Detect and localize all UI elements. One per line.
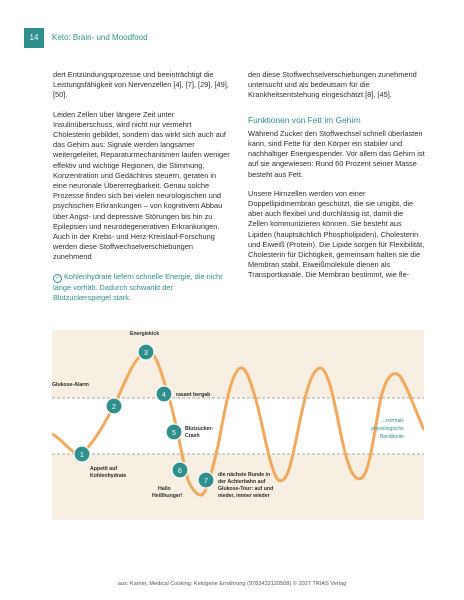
paragraph: dert Entzündungsprozesse und beeinträchtigt die Leistungsfähigkeit von Nervenzellen [4], [7], [29], [49], [50]. (53, 70, 229, 100)
step-label: Glukose-Tour: auf und (218, 486, 274, 492)
page-footer: aus: Karner, Medical Cooking: Ketogene Ernährung (9783432120508) © 2027 TRIAS Verlag (117, 581, 347, 587)
glucose-rollercoaster-figure (52, 330, 424, 520)
step-marker-7 (198, 472, 273, 499)
svg-text:4: 4 (162, 392, 166, 399)
paragraph: Leiden Zellen über längere Zeit unter Insulinüberschuss, wird nicht nur vermehrt Cholesterin gebildet, sondern das wirkt sich auch auf das Gehirn aus: Signale werden langsamer weitergeleitet, Reparaturmechanismen laufen weniger effektiv und wichtige Regionen, die Stimmung, Konzentration und Gedächtnis steuern, geraten in eine neuronale Übererregbarkeit. Genau solche Prozesse finden sich bei vielen neurologischen und psychischen Erkrankungen – von kognitivem Abbau über Angst- und depressive Störungen bis hin zu Epilepsien und neurodegenerativen Erkrankungen. Auch in der Krebs- und Herz-Kreislauf-Forschung werden diese Stoffwechselverschiebungen zunehmend (53, 109, 230, 262)
step-label: der Achterbahn auf (218, 479, 266, 485)
paragraph: Während Zucker den Stoffwechsel schnell überlasten kann, sind Fette für den Körper ein stabiler und nachhaltiger Energiespender. Vor allem das Gehirn ist auf sie angewiesen: Rund 60 Prozent seiner Masse besteht aus Fett. (248, 128, 425, 179)
step-label: Kohlenhydrate (90, 473, 127, 479)
paragraph: Unsere Hirnzellen werden von einer Doppellipidmembran geschützt, die sie umgibt, die aber auch flexibel und durchlässig ist, damit die Zellen kommunizieren können. Sie besteht aus Lipiden (hauptsächlich Phospholipiden), Cholesterin und Eiweiß (Protein). Die Lipide sorgen für Flexibilität, Cholesterin für Dichtigkeit, gemeinsam halten sie die Membran stabil. Eiweißmoleküle dienen als Transportkanäle. Die Membran bestimmt, wie fle- (248, 188, 425, 280)
page-number: 14 (24, 28, 44, 48)
running-head: Keto: Brain- und Moodfood (52, 33, 148, 42)
step-label: Glukose-Alarm (52, 382, 89, 388)
step-label: Hallo (158, 486, 171, 492)
info-circle-icon: ✓ (53, 274, 62, 283)
svg-text:3: 3 (144, 350, 148, 357)
right-column (248, 70, 425, 290)
step-label: die nächste Runde in (218, 472, 271, 478)
step-label: Crash (185, 433, 200, 439)
section-heading: Funktionen von Fett im Gehirn (248, 114, 361, 125)
svg-text:2: 2 (112, 404, 116, 411)
band-label: physiologische (371, 426, 404, 432)
step-label: Energiekick (130, 331, 160, 337)
band-label: …normale (380, 418, 404, 424)
step-label: Appetit auf (90, 466, 118, 472)
svg-text:1: 1 (80, 452, 84, 459)
svg-text:7: 7 (204, 478, 208, 485)
step-label: Blutzucker- (185, 426, 214, 432)
page-header (0, 28, 464, 48)
tip-text: Kohlenhydrate liefern schnelle Energie, die nicht lange vorhält. Dadurch schwankt der Blutzuckerspiegel stark. (53, 271, 223, 302)
step-marker-6 (152, 462, 188, 499)
svg-text:5: 5 (172, 430, 176, 437)
step-label: nieder, immer wieder (218, 493, 270, 499)
band-label: Bandbreite (379, 434, 404, 440)
step-label: rasant bergab (176, 392, 211, 398)
step-label: Heißhunger! (152, 493, 183, 499)
left-column (53, 70, 230, 312)
figure-graphic (52, 330, 424, 520)
tip-note (53, 272, 230, 303)
paragraph: den diese Stoffwechselverschiebungen zunehmend untersucht und als bedeutsam für die Krankheitsentstehung eingeschätzt [8], [45]. (248, 70, 417, 100)
svg-text:6: 6 (178, 468, 182, 475)
